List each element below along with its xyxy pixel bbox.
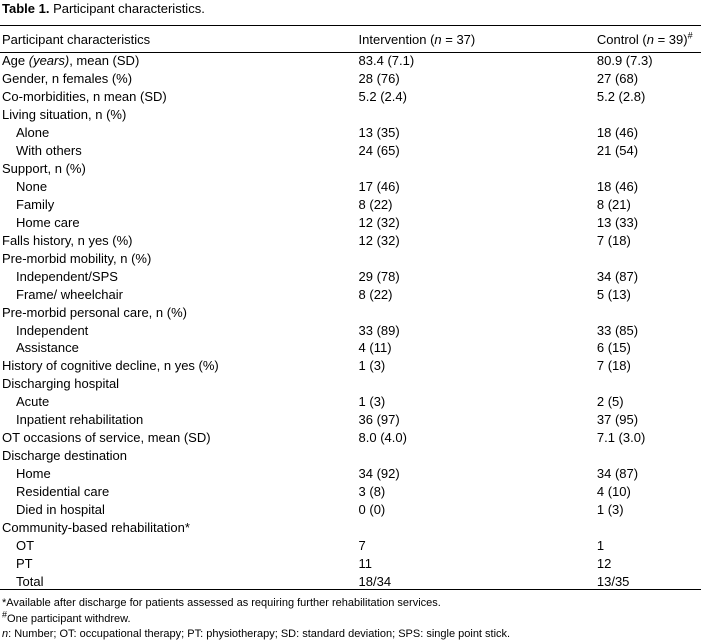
control-value: 6 (15) <box>596 340 631 356</box>
table-row <box>0 70 701 88</box>
table-row <box>0 213 701 231</box>
control-value: 18 (46) <box>596 179 639 195</box>
top-rule <box>0 25 701 26</box>
intervention-value <box>359 303 597 321</box>
intervention-value: 8 (22) <box>358 196 393 212</box>
row-label: Gender, n females (%) <box>2 71 133 87</box>
control-value: 34 (87) <box>596 466 639 482</box>
table-label: Table 1. <box>2 1 50 16</box>
footnote-abbreviations: n: Number; OT: occupational therapy; PT: physiotherapy; SD: standard deviation; SPS: single point stick. <box>2 628 511 640</box>
table-row <box>0 500 701 518</box>
intervention-value: 0 (0) <box>358 501 386 517</box>
intervention-value <box>359 447 597 465</box>
intervention-value: 18/34 <box>358 573 392 589</box>
table-row <box>0 429 701 447</box>
row-label: Home <box>16 466 51 482</box>
intervention-value: 12 (32) <box>358 214 400 230</box>
intervention-value: 34 (92) <box>358 466 400 482</box>
control-value: 13 (33) <box>596 214 639 230</box>
table-row <box>0 142 701 160</box>
table-row <box>0 411 701 429</box>
control-value: 18 (46) <box>596 125 639 141</box>
intervention-value: 3 (8) <box>358 483 386 499</box>
row-label: None <box>16 179 48 195</box>
control-value: 80.9 (7.3) <box>596 53 653 69</box>
row-label: With others <box>16 143 82 159</box>
table-row <box>0 231 701 249</box>
intervention-value: 83.4 (7.1) <box>358 53 415 69</box>
table-row <box>0 572 701 590</box>
control-value: 1 (3) <box>596 501 624 517</box>
header-control: Control (n = 39)# <box>596 30 693 47</box>
intervention-value: 36 (97) <box>358 412 400 428</box>
intervention-value: 7 <box>358 537 366 553</box>
control-value: 2 (5) <box>596 394 624 410</box>
table-row <box>0 52 701 70</box>
table-row <box>0 465 701 483</box>
control-value <box>597 106 701 124</box>
row-label: Pre-morbid personal care, n (%) <box>2 304 187 320</box>
control-value: 1 <box>596 537 605 553</box>
footnote-asterisk: *Available after discharge for patients assessed as requiring further rehabilitation services. <box>2 597 441 609</box>
participant-table <box>0 27 701 590</box>
intervention-value: 1 (3) <box>358 394 386 410</box>
table-footnotes <box>2 596 510 643</box>
row-label: Age (years), mean (SD) <box>2 53 140 69</box>
table-row <box>0 339 701 357</box>
table-row <box>0 124 701 142</box>
control-value: 4 (10) <box>596 483 631 499</box>
row-label: Acute <box>16 394 50 410</box>
header-row <box>0 27 701 52</box>
row-label: Community-based rehabilitation* <box>2 519 190 535</box>
control-value: 8 (21) <box>596 196 631 212</box>
intervention-value: 12 (32) <box>358 232 400 248</box>
control-value: 13/35 <box>596 573 630 589</box>
row-label: Frame/ wheelchair <box>16 286 123 302</box>
table-row <box>0 267 701 285</box>
row-label: OT occasions of service, mean (SD) <box>2 430 211 446</box>
intervention-value <box>359 160 597 178</box>
row-label: Home care <box>16 214 80 230</box>
row-label: Discharge destination <box>2 448 128 464</box>
table-row <box>0 375 701 393</box>
table-row <box>0 357 701 375</box>
intervention-value: 4 (11) <box>358 340 392 356</box>
row-label: Independent <box>16 322 89 338</box>
table-row <box>0 554 701 572</box>
table-title: Participant characteristics. <box>53 1 205 16</box>
intervention-value: 8.0 (4.0) <box>358 430 407 446</box>
row-label: Discharging hospital <box>2 376 120 392</box>
row-label: Co-morbidities, n mean (SD) <box>2 89 167 105</box>
row-label: Died in hospital <box>16 501 105 517</box>
control-value: 12 <box>596 555 612 571</box>
intervention-value: 24 (65) <box>358 143 400 159</box>
intervention-value <box>359 106 597 124</box>
intervention-value: 8 (22) <box>358 286 393 302</box>
intervention-value: 11 <box>358 555 373 571</box>
row-label: Inpatient rehabilitation <box>16 412 144 428</box>
control-value <box>597 303 701 321</box>
control-value <box>597 375 701 393</box>
table-row <box>0 249 701 267</box>
row-label: History of cognitive decline, n yes (%) <box>2 358 219 374</box>
table-row <box>0 518 701 536</box>
intervention-value: 17 (46) <box>358 179 400 195</box>
table-row <box>0 321 701 339</box>
row-label: Total <box>16 573 44 589</box>
intervention-value: 1 (3) <box>358 358 386 374</box>
control-value <box>597 447 701 465</box>
table-row <box>0 393 701 411</box>
control-value <box>597 249 701 267</box>
table-row <box>0 536 701 554</box>
row-label: Pre-morbid mobility, n (%) <box>2 250 152 266</box>
intervention-value <box>359 518 597 536</box>
table-row <box>0 447 701 465</box>
intervention-value: 13 (35) <box>358 125 400 141</box>
header-characteristics: Participant characteristics <box>2 32 151 47</box>
control-value: 34 (87) <box>596 268 639 284</box>
header-intervention: Intervention (n = 37) <box>358 32 476 47</box>
row-label: Family <box>16 196 55 212</box>
row-label: OT <box>16 537 35 553</box>
table-row <box>0 483 701 501</box>
footnote-withdrew: #One participant withdrew. <box>2 608 131 625</box>
control-value: 5.2 (2.8) <box>596 89 646 105</box>
intervention-value: 28 (76) <box>358 71 400 87</box>
control-value: 7.1 (3.0) <box>596 430 646 446</box>
row-label: Residential care <box>16 483 110 499</box>
intervention-value: 5.2 (2.4) <box>358 89 407 105</box>
row-label: Alone <box>16 125 50 141</box>
row-label: Assistance <box>16 340 79 356</box>
table-row <box>0 285 701 303</box>
row-label: Independent/SPS <box>16 268 118 284</box>
intervention-value <box>359 249 597 267</box>
control-value: 7 (18) <box>596 358 631 374</box>
control-value <box>597 160 701 178</box>
table-row <box>0 88 701 106</box>
control-value: 7 (18) <box>596 232 631 248</box>
row-label: Falls history, n yes (%) <box>2 232 133 248</box>
table-row <box>0 303 701 321</box>
table-row <box>0 178 701 196</box>
row-label: Living situation, n (%) <box>2 107 127 123</box>
row-label: PT <box>16 555 33 571</box>
control-value: 33 (85) <box>596 322 639 338</box>
table-row <box>0 106 701 124</box>
intervention-value: 29 (78) <box>358 268 400 284</box>
table-caption <box>2 1 205 17</box>
table-body <box>0 52 701 590</box>
control-value <box>597 518 701 536</box>
control-value: 21 (54) <box>596 143 639 159</box>
table-row <box>0 196 701 214</box>
row-label: Support, n (%) <box>2 161 86 177</box>
control-value: 37 (95) <box>596 412 639 428</box>
intervention-value: 33 (89) <box>358 322 400 338</box>
control-value: 27 (68) <box>596 71 639 87</box>
table-row <box>0 160 701 178</box>
control-value: 5 (13) <box>596 286 631 302</box>
intervention-value <box>359 375 597 393</box>
